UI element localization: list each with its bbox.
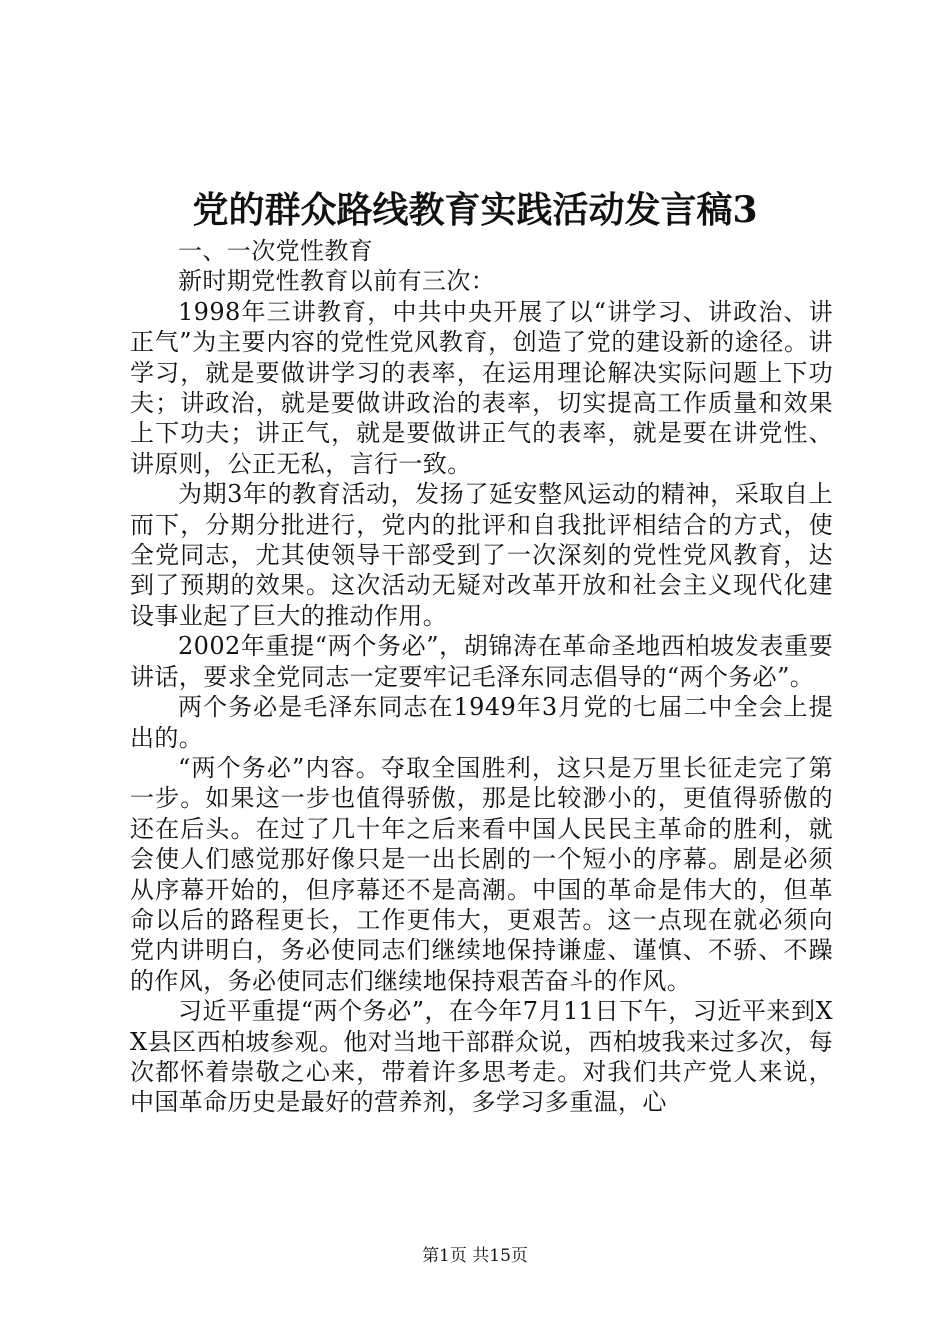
paragraph: 两个务必是毛泽东同志在1949年3月党的七届二中全会上提出的。 (130, 693, 833, 752)
paragraph: 2002年重提“两个务必”，胡锦涛在革命圣地西柏坡发表重要讲话，要求全党同志一定要牢记毛泽东同志倡导的“两个务必”。 (130, 632, 833, 691)
paragraph: 习近平重提“两个务必”，在今年7月11日下午，习近平来到XX县区西柏坡参观。他对当地干部群众说，西柏坡我来过多次，每次都怀着崇敬之心来，带着许多思考走。对我们共产党人来说，中国革命历史是最好的营养剂，多学习多重温，心 (130, 997, 833, 1117)
document-body (130, 236, 833, 1118)
document-title: 党的群众路线教育实践活动发言稿3 (192, 189, 758, 231)
page-number-footer: 第1页 共15页 (422, 1246, 528, 1266)
paragraph: 新时期党性教育以前有三次： (178, 267, 496, 296)
paragraph: 为期3年的教育活动，发扬了延安整风运动的精神，采取自上而下，分期分批进行，党内的批评和自我批评相结合的方式，使全党同志，尤其使领导干部受到了一次深刻的党性党风教育，达到了预期的效果。这次活动无疑对改革开放和社会主义现代化建设事业起了巨大的推动作用。 (130, 480, 833, 630)
paragraph: “两个务必”内容。夺取全国胜利，这只是万里长征走完了第一步。如果这一步也值得骄傲，那是比较渺小的，更值得骄傲的还在后头。在过了几十年之后来看中国人民民主革命的胜利，就会使人们感觉那好像只是一出长剧的一个短小的序幕。剧是必须从序幕开始的，但序幕还不是高潮。中国的革命是伟大的，但革命以后的路程更长，工作更伟大，更艰苦。这一点现在就必须向党内讲明白，务必使同志们继续地保持谦虚、谨慎、不骄、不躁的作风，务必使同志们继续地保持艰苦奋斗的作风。 (130, 753, 833, 995)
paragraph: 1998年三讲教育，中共中央开展了以“讲学习、讲政治、讲正气”为主要内容的党性党风教育，创造了党的建设新的途径。讲学习，就是要做讲学习的表率，在运用理论解决实际问题上下功夫；讲政治，就是要做讲政治的表率，切实提高工作质量和效果上下功夫；讲正气，就是要做讲正气的表率，就是要在讲党性、讲原则，公正无私，言行一致。 (130, 297, 833, 478)
section-heading: 一、一次党性教育 (178, 237, 374, 265)
